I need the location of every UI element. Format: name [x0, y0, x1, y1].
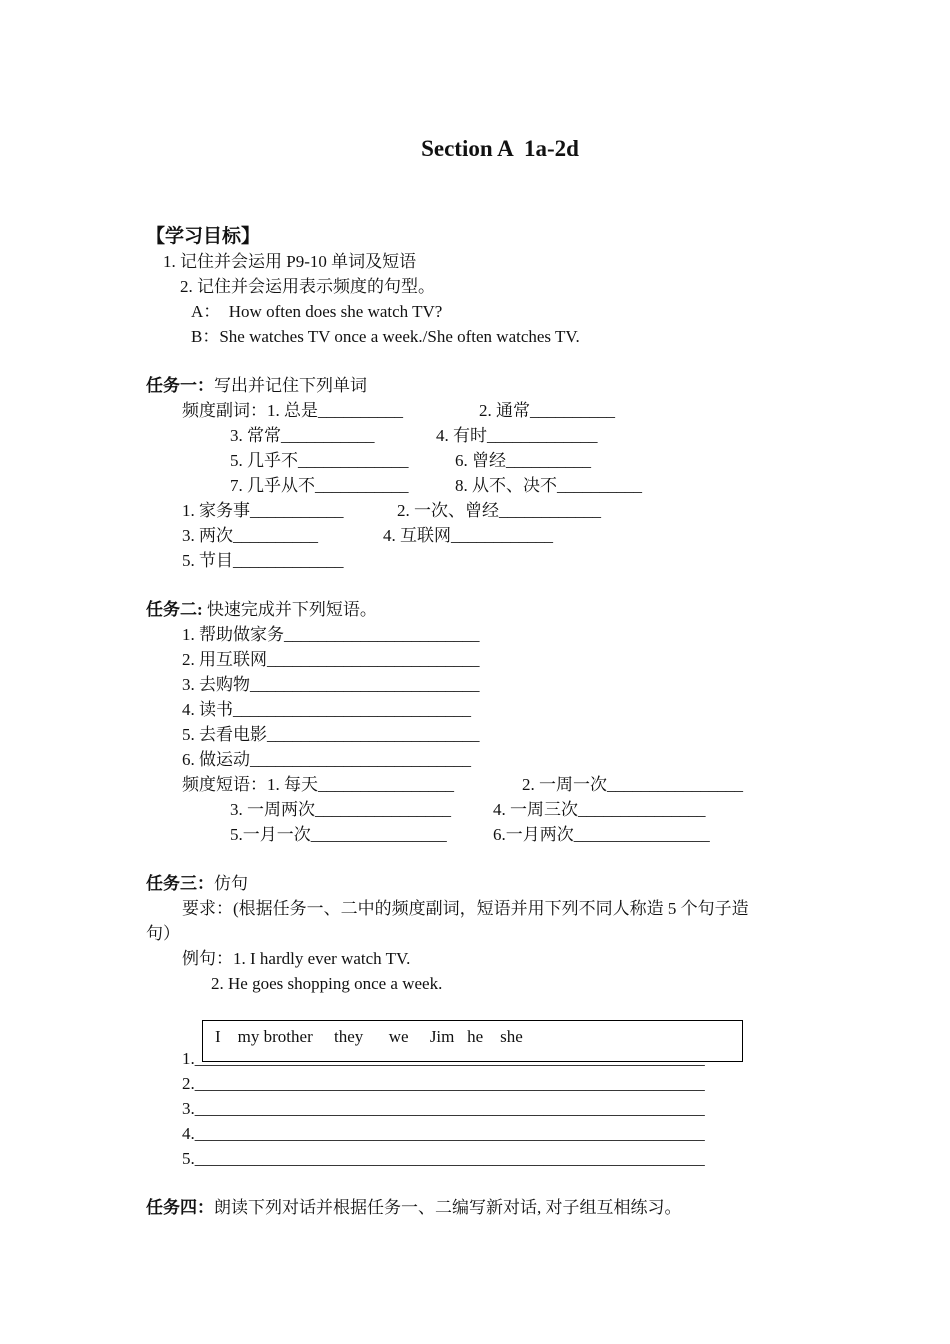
- freq-phrase-2: 2. 一周一次________________: [522, 775, 743, 794]
- task1-row5b: 2. 一次、曾经____________: [397, 501, 601, 520]
- example-2: 2. He goes shopping once a week.: [211, 974, 443, 993]
- task3-text: 仿句: [214, 874, 248, 893]
- task1-row4b: 8. 从不、决不__________: [455, 476, 642, 495]
- phrase-2: 2. 用互联网_________________________: [182, 650, 480, 669]
- phrase-5: 5. 去看电影_________________________: [182, 725, 480, 744]
- sentence-line-2[interactable]: 2.____________________________________________________________: [182, 1074, 705, 1093]
- sentence-line-5[interactable]: 5.____________________________________________________________: [182, 1149, 705, 1168]
- dialog-line-a: A： How often does she watch TV?: [191, 302, 443, 321]
- sentence-line-4[interactable]: 4.____________________________________________________________: [182, 1124, 705, 1143]
- goal-item-2: 2. 记住并会运用表示频度的句型。: [180, 277, 435, 296]
- phrase-3: 3. 去购物___________________________: [182, 675, 480, 694]
- task1-row1b: 2. 通常__________: [479, 401, 615, 420]
- task3-label: 任务三：: [146, 874, 214, 893]
- task1-label: 任务一：: [146, 376, 214, 395]
- dialog-line-b: B：She watches TV once a week./She often watches TV.: [191, 327, 580, 346]
- sentence-line-1[interactable]: 1.____________________________________________________________: [182, 1049, 705, 1068]
- pronoun-list: I my brother they we Jim he she: [215, 1027, 523, 1046]
- phrase-4: 4. 读书____________________________: [182, 700, 471, 719]
- freq-phrase-4: 4. 一周三次_______________: [493, 800, 706, 819]
- task1-row3b: 6. 曾经__________: [455, 451, 591, 470]
- task1-row3a: 5. 几乎不_____________: [230, 451, 409, 470]
- task2-text: 快速完成并下列短语。: [202, 600, 377, 619]
- task3-heading: [146, 873, 248, 895]
- task4-label: 任务四：: [146, 1198, 214, 1217]
- freq-phrase-1: 频度短语：1. 每天________________: [182, 775, 454, 794]
- sentence-line-3[interactable]: 3.____________________________________________________________: [182, 1099, 705, 1118]
- task1-row2a: 3. 常常___________: [230, 426, 375, 445]
- task2-label: 任务二:: [146, 600, 203, 619]
- task1-row6a: 3. 两次__________: [182, 526, 318, 545]
- task1-row6b: 4. 互联网____________: [383, 526, 553, 545]
- task1-row2b: 4. 有时_____________: [436, 426, 598, 445]
- task3-requirement-2: 句）: [146, 924, 180, 943]
- freq-phrase-6: 6.一月两次________________: [493, 825, 710, 844]
- goal-item-1: 1. 记住并会运用 P9-10 单词及短语: [163, 252, 417, 271]
- phrase-6: 6. 做运动__________________________: [182, 750, 471, 769]
- task1-row5a: 1. 家务事___________: [182, 501, 344, 520]
- task1-heading: [146, 375, 367, 397]
- task1-row1a: 频度副词：1. 总是__________: [182, 401, 403, 420]
- task1-row7: 5. 节目_____________: [182, 551, 344, 570]
- task1-text: 写出并记住下列单词: [214, 376, 367, 395]
- task2-heading: [146, 599, 377, 621]
- freq-phrase-3: 3. 一周两次________________: [230, 800, 451, 819]
- task4-text: 朗读下列对话并根据任务一、二编写新对话, 对子组互相练习。: [214, 1198, 682, 1217]
- page-title: Section A 1a-2d: [421, 136, 579, 161]
- freq-phrase-5: 5.一月一次________________: [230, 825, 447, 844]
- task4-heading: [146, 1197, 682, 1219]
- task1-row4a: 7. 几乎从不___________: [230, 476, 409, 495]
- goals-heading: 【学习目标】: [146, 226, 261, 247]
- task3-requirement-1: 要求：(根据任务一、二中的频度副词，短语并用下列不同人称造 5 个句子造: [182, 899, 749, 918]
- example-1: 例句：1. I hardly ever watch TV.: [182, 949, 411, 968]
- phrase-1: 1. 帮助做家务_______________________: [182, 625, 480, 644]
